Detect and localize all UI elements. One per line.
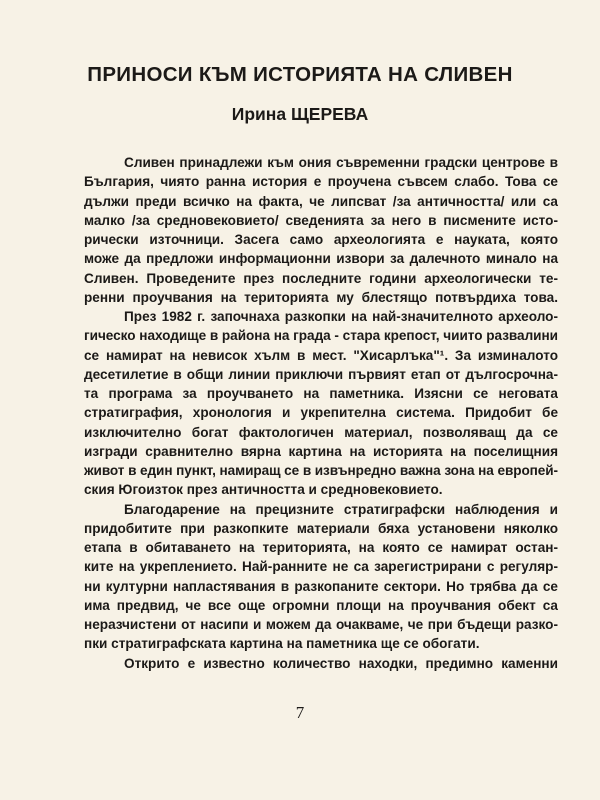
text-line: малко /за средновековието/ сведенията за него в писмените исто- [84, 212, 558, 228]
page-number: 7 [295, 703, 305, 722]
article-author: Ирина ЩЕРЕВА [231, 104, 369, 124]
text-line: пки стратиграфската картина на паметника ще се обогати. [84, 636, 480, 652]
text-line: Сливен принадлежи към ония съвременни градски центрове в [124, 155, 558, 170]
text-line: ни културни напластявания в разкопаните сектори. Но трябва да се [84, 578, 558, 594]
text-line: живот в един пункт, намиращ се в извънредно важна зона на европей- [84, 463, 558, 478]
text-line: ренни проучвания на територията му блестящо потвърдиха това. [84, 289, 558, 305]
text-line: България, чиято ранна история е проучена съвсем слабо. Това се [84, 174, 558, 190]
text-line: ския Югоизток през античността и средновековието. [84, 482, 443, 498]
text-line: През 1982 г. започнаха разкопки на най-значителното археоло- [124, 309, 558, 324]
article-body [84, 153, 558, 673]
text-line: може да предложи информационни извори за далечното минало на [84, 251, 558, 267]
text-line: етапа в обитаването на територията, на която се намират остан- [84, 540, 558, 555]
text-line: десетилетие в общи линии приключи първият етап от дългосрочна- [84, 366, 558, 382]
text-line: изключително богат фактологичен материал, позволяващ да се [84, 424, 558, 440]
text-line: та програма за проучването на паметника. Изясни се неговата [84, 386, 558, 401]
text-line: гическо находище в района на града - стара крепост, чиито развалини [84, 328, 558, 344]
text-line: придобитите при разкопките материали бяха установени няколко [84, 520, 558, 536]
text-line: неразчистени от насипи и можем да очакваме, че при бъдещи разко- [84, 617, 558, 632]
text-line: рически източници. Засега само археологията е науката, която [84, 232, 558, 247]
text-line: Благодарение на прецизните стратиграфски наблюдения и [124, 501, 558, 517]
text-line: стратиграфия, хронология и укрепителна система. Придобит бе [84, 405, 558, 421]
article-title: ПРИНОСИ КЪМ ИСТОРИЯТА НА СЛИВЕН [87, 63, 513, 86]
text-line: се намират на невисок хълм в мест. "Хисарлъка"¹. За изминалото [84, 347, 558, 363]
text-line: изгради сравнително вярна картина на историята на поселищния [84, 443, 558, 459]
text-line: Сливен. Проведените през последните години археологически те- [84, 270, 558, 286]
text-line: ките на укреплението. Най-ранните не са зарегистрирани с регуляр- [84, 559, 558, 575]
text-line: дължи преди всичко на факта, че липсват /за античността/ или са [84, 193, 558, 209]
text-line: има предвид, че все още огромни площи на проучвания обект са [84, 597, 558, 613]
text-line: Открито е известно количество находки, предимно каменни [124, 655, 558, 671]
